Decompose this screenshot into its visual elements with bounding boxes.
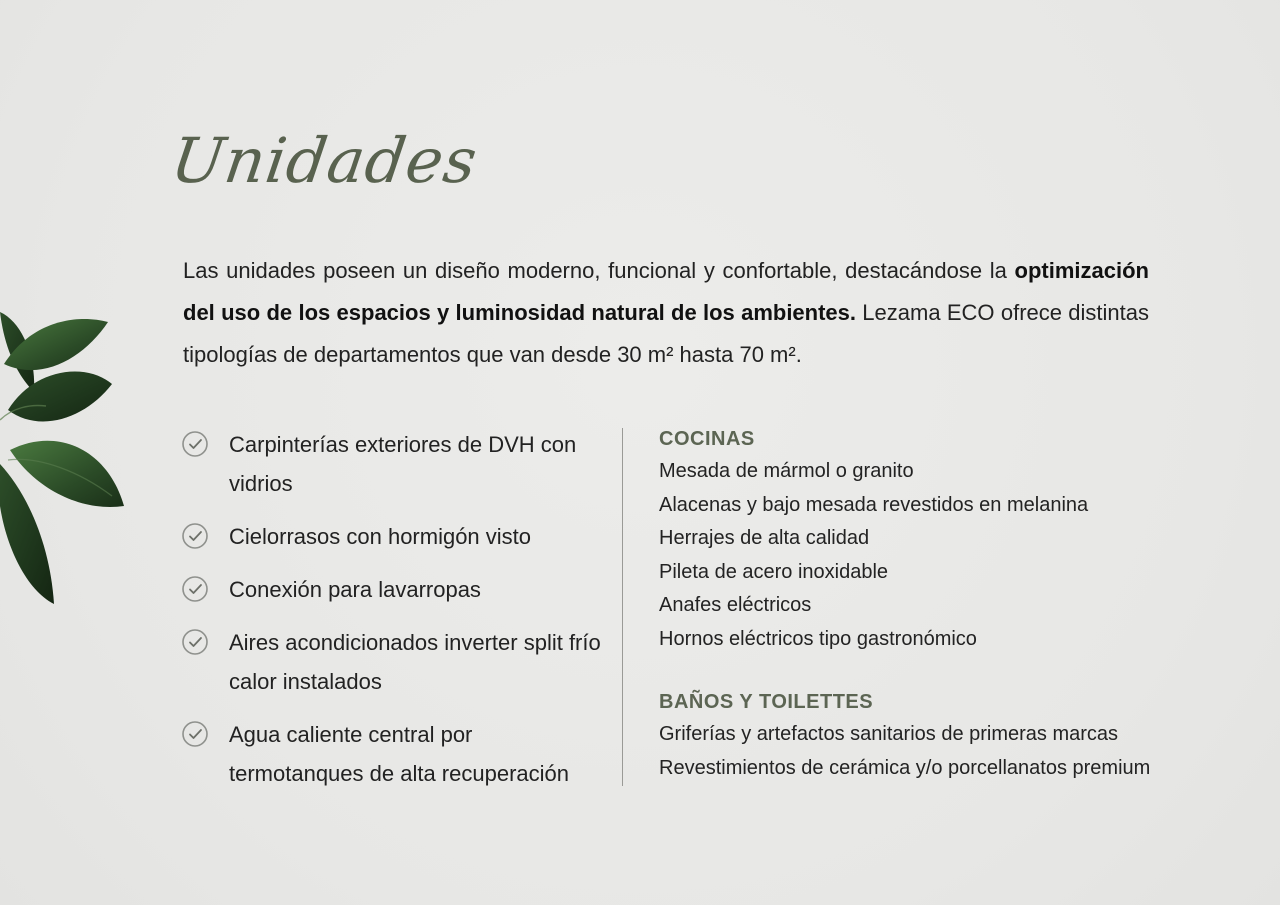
feature-text: Cielorrasos con hormigón visto: [229, 524, 532, 549]
kitchen-item: Pileta de acero inoxidable: [659, 560, 889, 583]
check-circle-icon: [181, 575, 209, 603]
intro-text-end: Lezama ECO ofrece distintas tipologías de departamentos que van desde 30 m² hasta 70 m².: [183, 300, 1149, 367]
kitchens-title: COCINAS: [659, 428, 755, 450]
column-divider: [622, 428, 623, 786]
feature-item: [181, 425, 611, 503]
intro-paragraph: [183, 250, 1149, 376]
bathroom-item: Revestimientos de cerámica y/o porcellanatos premium: [659, 756, 1151, 779]
bathrooms-list: [659, 718, 1219, 785]
feature-item: [181, 570, 611, 609]
kitchen-item: Mesada de mármol o granito: [659, 460, 914, 482]
feature-item: [181, 517, 611, 556]
feature-text: Agua caliente central por termotanques de alta recuperación: [229, 722, 569, 786]
leaf-decoration-icon: [0, 300, 140, 620]
feature-text: Conexión para lavarropas: [229, 577, 481, 602]
feature-item: [181, 715, 611, 793]
intro-text-start: Las unidades poseen un diseño moderno, funcional y confortable, destacándose la: [183, 258, 1015, 283]
intro-text-bold: optimización del uso de los espacios y luminosidad natural de los ambientes.: [183, 258, 1149, 325]
feature-text: Aires acondicionados inverter split frío calor instalados: [229, 630, 601, 694]
kitchen-item: Hornos eléctricos tipo gastronómico: [659, 627, 977, 650]
kitchen-item: Alacenas y bajo mesada revestidos en melanina: [659, 493, 1089, 516]
section-spacer: [659, 656, 1219, 686]
features-list: [181, 425, 611, 807]
kitchens-list: [659, 455, 1219, 656]
check-circle-icon: [181, 628, 209, 656]
kitchen-item: Herrajes de alta calidad: [659, 527, 870, 549]
page-title: Unidades: [166, 124, 483, 197]
kitchen-item: Anafes eléctricos: [659, 594, 812, 616]
specifications-column: [659, 423, 1219, 785]
check-circle-icon: [181, 522, 209, 550]
check-circle-icon: [181, 430, 209, 458]
feature-item: [181, 623, 611, 701]
bathroom-item: Griferías y artefactos sanitarios de primeras marcas: [659, 723, 1119, 745]
check-circle-icon: [181, 720, 209, 748]
bathrooms-title: BAÑOS Y TOILETTES: [659, 691, 874, 713]
feature-text: Carpinterías exteriores de DVH con vidrios: [229, 432, 577, 496]
